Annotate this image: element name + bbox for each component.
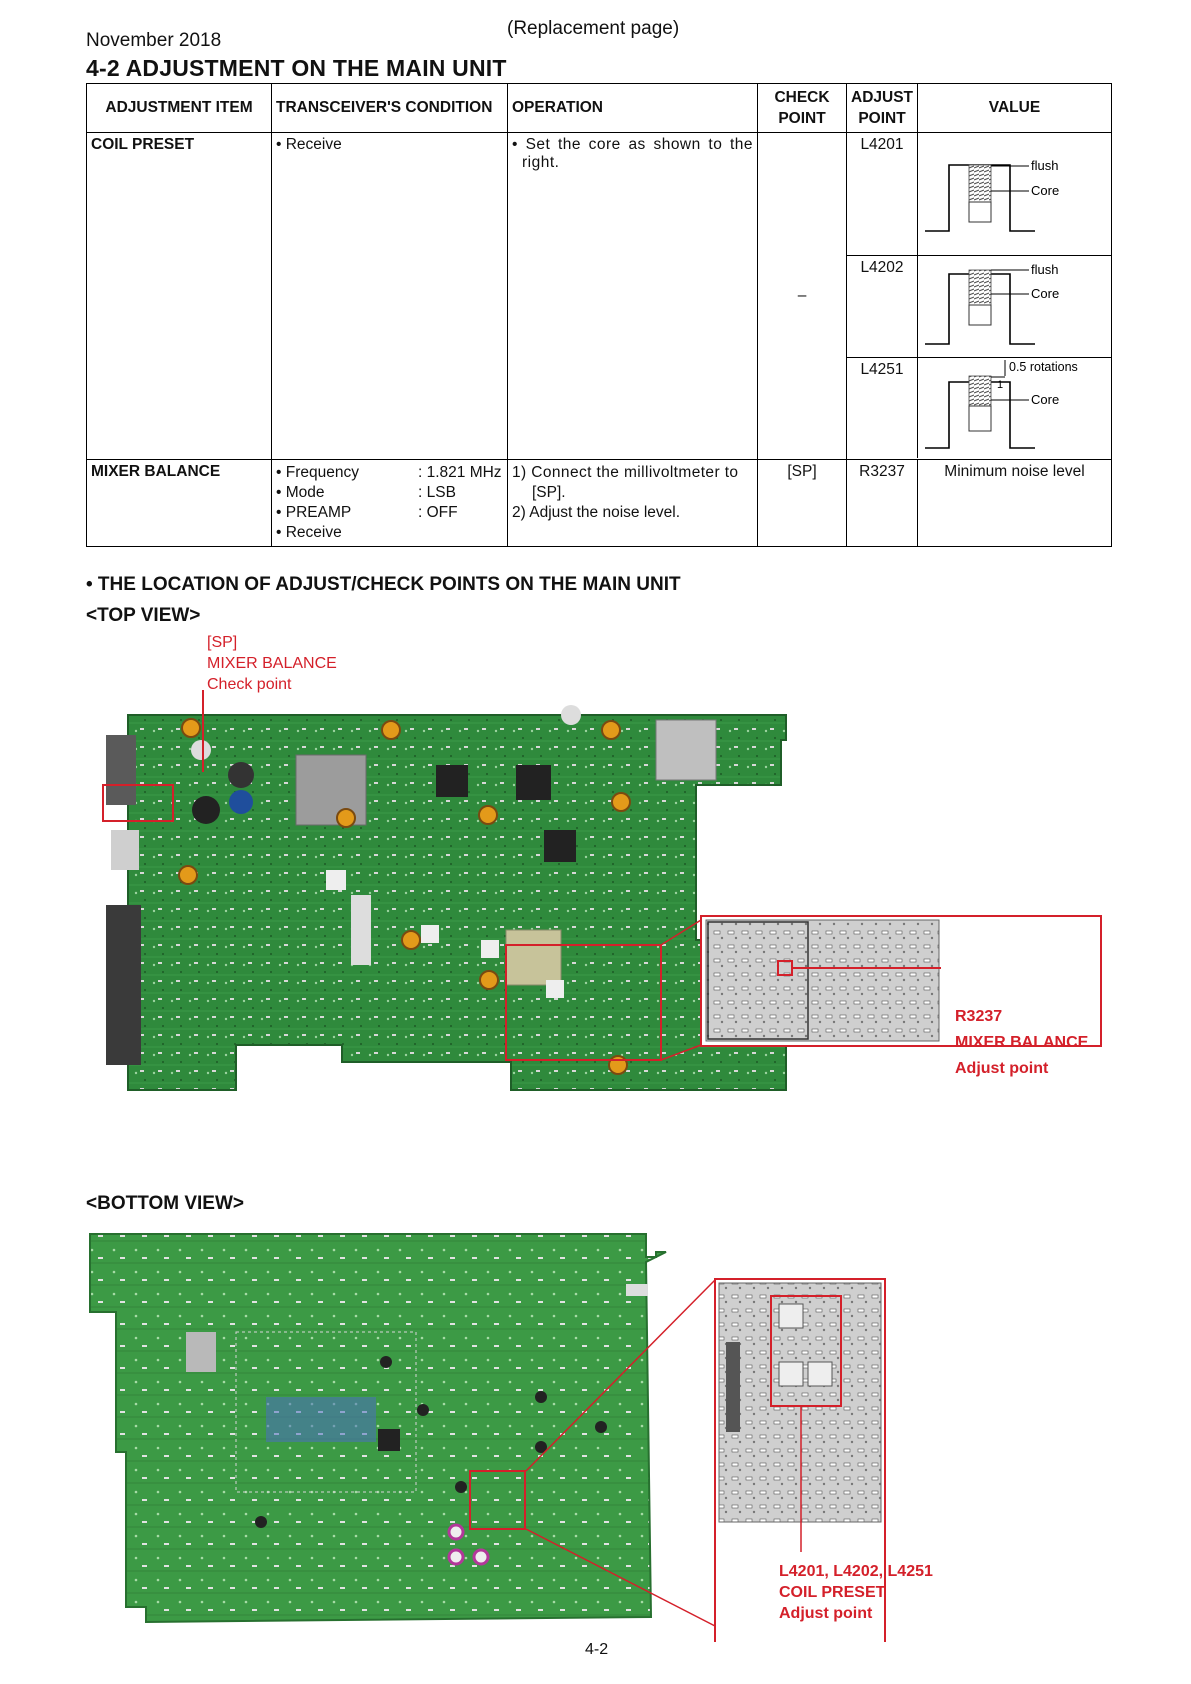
callout-coil-line1: L4201, L4202, L4251 <box>779 1563 933 1580</box>
label-one: 1 <box>997 379 1004 391</box>
header-adjust-point <box>847 84 918 133</box>
callout-sp-line2: MIXER BALANCE <box>207 655 337 672</box>
sp-check-point-callout <box>207 632 337 695</box>
condition-key: • Receive <box>276 524 342 541</box>
condition-key: • Mode <box>276 484 325 501</box>
header-operation: OPERATION <box>508 84 758 133</box>
callout-coil-line2: COIL PRESET <box>779 1584 886 1601</box>
coil-value-cell <box>847 133 1112 460</box>
label-flush: flush <box>1031 262 1059 277</box>
r3237-adjust-callout <box>955 1004 1088 1082</box>
header-adjust-point-line2: POINT <box>858 110 906 127</box>
callout-r3237-line3: Adjust point <box>955 1060 1049 1077</box>
condition-mode <box>276 483 503 503</box>
callout-sp-line1: [SP] <box>207 634 238 651</box>
top-view-heading: <TOP VIEW> <box>86 605 201 626</box>
condition-coil-preset: • Receive <box>272 133 508 460</box>
replacement-note: (Replacement page) <box>507 18 680 39</box>
callout-r3237-line1: R3237 <box>955 1008 1003 1025</box>
label-core: Core <box>1031 286 1060 301</box>
check-point-mixer-balance: [SP] <box>758 460 847 547</box>
condition-mixer-balance <box>272 460 508 547</box>
callout-sp-line3: Check point <box>207 676 292 693</box>
condition-frequency <box>276 463 503 483</box>
condition-key: • Frequency <box>276 464 359 481</box>
coil-l4251-block <box>847 358 1111 458</box>
adjust-point-l4201: L4201 <box>847 133 918 255</box>
page-number: 4-2 <box>585 1641 609 1658</box>
value-mixer-balance: Minimum noise level <box>918 460 1112 547</box>
header-check-point-line1: CHECK <box>774 89 830 106</box>
header-adjustment-item: ADJUSTMENT ITEM <box>87 84 272 133</box>
label-rotations: 0.5 rotations <box>1009 360 1078 374</box>
top-view-pcb-image <box>96 690 1106 1170</box>
item-coil-preset: COIL PRESET <box>87 133 272 460</box>
header-adjust-point-line1: ADJUST <box>851 89 914 106</box>
adjustment-table <box>86 83 1112 547</box>
bottom-view-heading: <BOTTOM VIEW> <box>86 1193 245 1214</box>
condition-val: : 1.821 MHz <box>418 464 502 481</box>
operation-step-1b: [SP]. <box>532 484 566 501</box>
document-date: November 2018 <box>86 30 222 51</box>
condition-receive <box>276 523 503 543</box>
header-check-point-line2: POINT <box>778 110 826 127</box>
label-core: Core <box>1031 183 1060 198</box>
coil-diagram-l4251 <box>919 358 1113 458</box>
condition-val: : OFF <box>418 504 458 521</box>
adjust-point-l4251: L4251 <box>847 358 918 458</box>
page-title: 4-2 ADJUSTMENT ON THE MAIN UNIT <box>86 55 507 81</box>
section-title: • THE LOCATION OF ADJUST/CHECK POINTS ON THE MAIN UNIT <box>86 574 681 595</box>
adjust-point-mixer-balance: R3237 <box>847 460 918 547</box>
coil-preset-adjust-callout <box>779 1561 933 1624</box>
coil-diagram-l4201 <box>919 133 1113 255</box>
condition-val: : LSB <box>418 484 456 501</box>
condition-key: • PREAMP <box>276 504 352 521</box>
header-value: VALUE <box>918 84 1112 133</box>
coil-l4202-block <box>847 256 1111 358</box>
operation-step-1: 1) Connect the millivoltmeter to <box>512 464 739 481</box>
operation-step-2: 2) Adjust the noise level. <box>512 504 681 521</box>
coil-l4201-block <box>847 133 1111 256</box>
item-mixer-balance: MIXER BALANCE <box>87 460 272 547</box>
table-row <box>87 133 1112 460</box>
check-point-coil-preset: – <box>758 133 847 460</box>
label-core: Core <box>1031 392 1060 407</box>
header-condition: TRANSCEIVER'S CONDITION <box>272 84 508 133</box>
adjust-point-l4202: L4202 <box>847 256 918 357</box>
bottom-view-pcb-image <box>86 1222 1096 1642</box>
callout-r3237-line2: MIXER BALANCE <box>955 1034 1089 1051</box>
condition-preamp <box>276 503 503 523</box>
label-flush: flush <box>1031 158 1059 173</box>
coil-diagram-l4202 <box>919 256 1113 357</box>
operation-coil-preset: • Set the core as shown to the right. <box>508 133 758 460</box>
header-check-point <box>758 84 847 133</box>
operation-mixer-balance <box>508 460 758 547</box>
table-header-row <box>87 84 1112 133</box>
callout-coil-line3: Adjust point <box>779 1605 873 1622</box>
table-row <box>87 460 1112 547</box>
